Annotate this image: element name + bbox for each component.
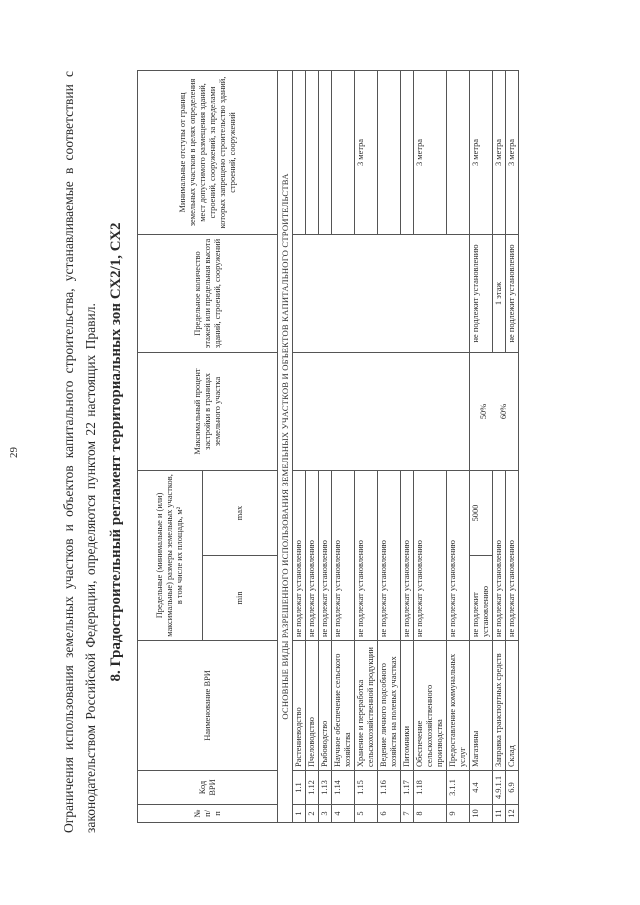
cell-num: 6 [378, 805, 401, 823]
cell-sizes: не подлежат установлению [355, 470, 378, 640]
section-row [278, 70, 293, 822]
cell-num: 10 [470, 805, 493, 823]
cell-floors: не подлежит установлению [506, 234, 519, 352]
table-row [293, 70, 306, 822]
cell-setback [293, 70, 306, 234]
cell-name: Предоставление коммунальных услуг [447, 641, 470, 771]
header-name: Наименование ВРИ [138, 641, 278, 771]
percent-shops: 50% [479, 403, 488, 420]
cell-num: 3 [319, 805, 332, 823]
cell-sizes: не подлежат установлению [332, 470, 355, 640]
cell-sizes: не подлежат установлению [447, 470, 470, 640]
cell-setback: 3 метра [493, 70, 506, 234]
cell-setback: 3 метра [414, 70, 447, 234]
cell-code: 1.17 [401, 771, 414, 805]
cell-floors: 1 этаж [493, 234, 506, 352]
cell-code: 1.18 [414, 771, 447, 805]
cell-setback [332, 70, 355, 234]
cell-code: 1.12 [306, 771, 319, 805]
cell-name: Обеспечение сельскохозяйственного производства [414, 641, 447, 771]
regulation-table [137, 70, 519, 823]
cell-percent [293, 352, 470, 470]
cell-code: 1.15 [355, 771, 378, 805]
cell-name: Хранение и переработка сельскохозяйственной продукции [355, 641, 378, 771]
section-heading: 8. Градостроительный регламент территориальных зон СХ2/1, СХ2 [108, 222, 124, 682]
cell-sizes: не подлежат установлению [293, 470, 306, 640]
cell-code: 4.9.1.1 [493, 771, 506, 805]
header-code: Код ВРИ [138, 771, 278, 805]
cell-setback [401, 70, 414, 234]
header-setback: Минимальные отступы от границ земельных участков в целях определения мест допустимого размещения зданий, строений, сооружений, за пределами которых запрещено строительство зданий, строений, сооружений [138, 70, 278, 234]
cell-name: Ведение личного подсобного хозяйства на полевых участках [378, 641, 401, 771]
cell-num: 7 [401, 805, 414, 823]
cell-sizes: не подлежат установлению [378, 470, 401, 640]
cell-name: Рыбоводство [319, 641, 332, 771]
intro-paragraph: Ограничения использования земельных участков и объектов капитального строительства, устанавливаемые в соответствии с законодательством Российской Федерации, определяются пунктом 22 настоящих Правил. [61, 71, 98, 833]
cell-code: 3.1.1 [447, 771, 470, 805]
cell-num: 11 [493, 805, 506, 823]
cell-sizes: не подлежат установлению [401, 470, 414, 640]
cell-max: 5000 [470, 470, 493, 555]
cell-num: 4 [332, 805, 355, 823]
cell-num: 2 [306, 805, 319, 823]
table-row [470, 70, 493, 822]
page-number: 29 [8, 447, 20, 458]
cell-setback: 3 метра [355, 70, 378, 234]
cell-percent [470, 352, 519, 470]
cell-name: Магазины [470, 641, 493, 771]
cell-floors: не подлежит установлению [470, 234, 493, 352]
section-title: ОСНОВНЫЕ ВИДЫ РАЗРЕШЕННОГО ИСПОЛЬЗОВАНИЯ ЗЕМЕЛЬНЫХ УЧАСТКОВ И ОБЪЕКТОВ КАПИТАЛЬНОГО СТРОИТЕЛЬСТВА [278, 70, 293, 822]
cell-setback: 3 метра [470, 70, 493, 234]
percent-storage: 60% [499, 403, 508, 420]
cell-sizes: не подлежат установлению [306, 470, 319, 640]
cell-num: 1 [293, 805, 306, 823]
header-min: min [203, 556, 278, 641]
cell-num: 9 [447, 805, 470, 823]
cell-code: 1.13 [319, 771, 332, 805]
cell-min-line1: не подлежит [471, 592, 480, 637]
cell-code: 4.4 [470, 771, 493, 805]
cell-num: 5 [355, 805, 378, 823]
cell-name: Питомники [401, 641, 414, 771]
header-percent: Максимальный процент застройки в границах земельного участка [138, 352, 278, 470]
cell-code: 6.9 [506, 771, 519, 805]
cell-setback [447, 70, 470, 234]
cell-code: 1.1 [293, 771, 306, 805]
cell-code: 1.14 [332, 771, 355, 805]
cell-num: 12 [506, 805, 519, 823]
cell-setback [378, 70, 401, 234]
cell-name: Пчеловодство [306, 641, 319, 771]
cell-sizes: не подлежат установлению [493, 470, 506, 640]
cell-name: Растениеводство [293, 641, 306, 771]
cell-min [470, 556, 493, 641]
header-num: № п/п [138, 805, 278, 823]
header-max: max [203, 470, 278, 555]
cell-sizes: не подлежат установлению [506, 470, 519, 640]
cell-name: Заправка транспортных средств [493, 641, 506, 771]
cell-setback: 3 метра [506, 70, 519, 234]
cell-setback [306, 70, 319, 234]
cell-min-line2: установлению [481, 585, 490, 637]
cell-name: Научное обеспечение сельского хозяйства [332, 641, 355, 771]
header-floors: Предельное количество этажей или предельная высота зданий, строений, сооружений [138, 234, 278, 352]
cell-sizes: не подлежат установлению [414, 470, 447, 640]
cell-num: 8 [414, 805, 447, 823]
cell-code: 1.16 [378, 771, 401, 805]
header-sizes: Предельные (минимальные и (или) максимальные) размеры земельных участков, в том числе их площадь, м² [138, 470, 203, 640]
cell-setback [319, 70, 332, 234]
cell-sizes: не подлежат установлению [319, 470, 332, 640]
cell-floors [293, 234, 470, 352]
cell-name: Склад [506, 641, 519, 771]
